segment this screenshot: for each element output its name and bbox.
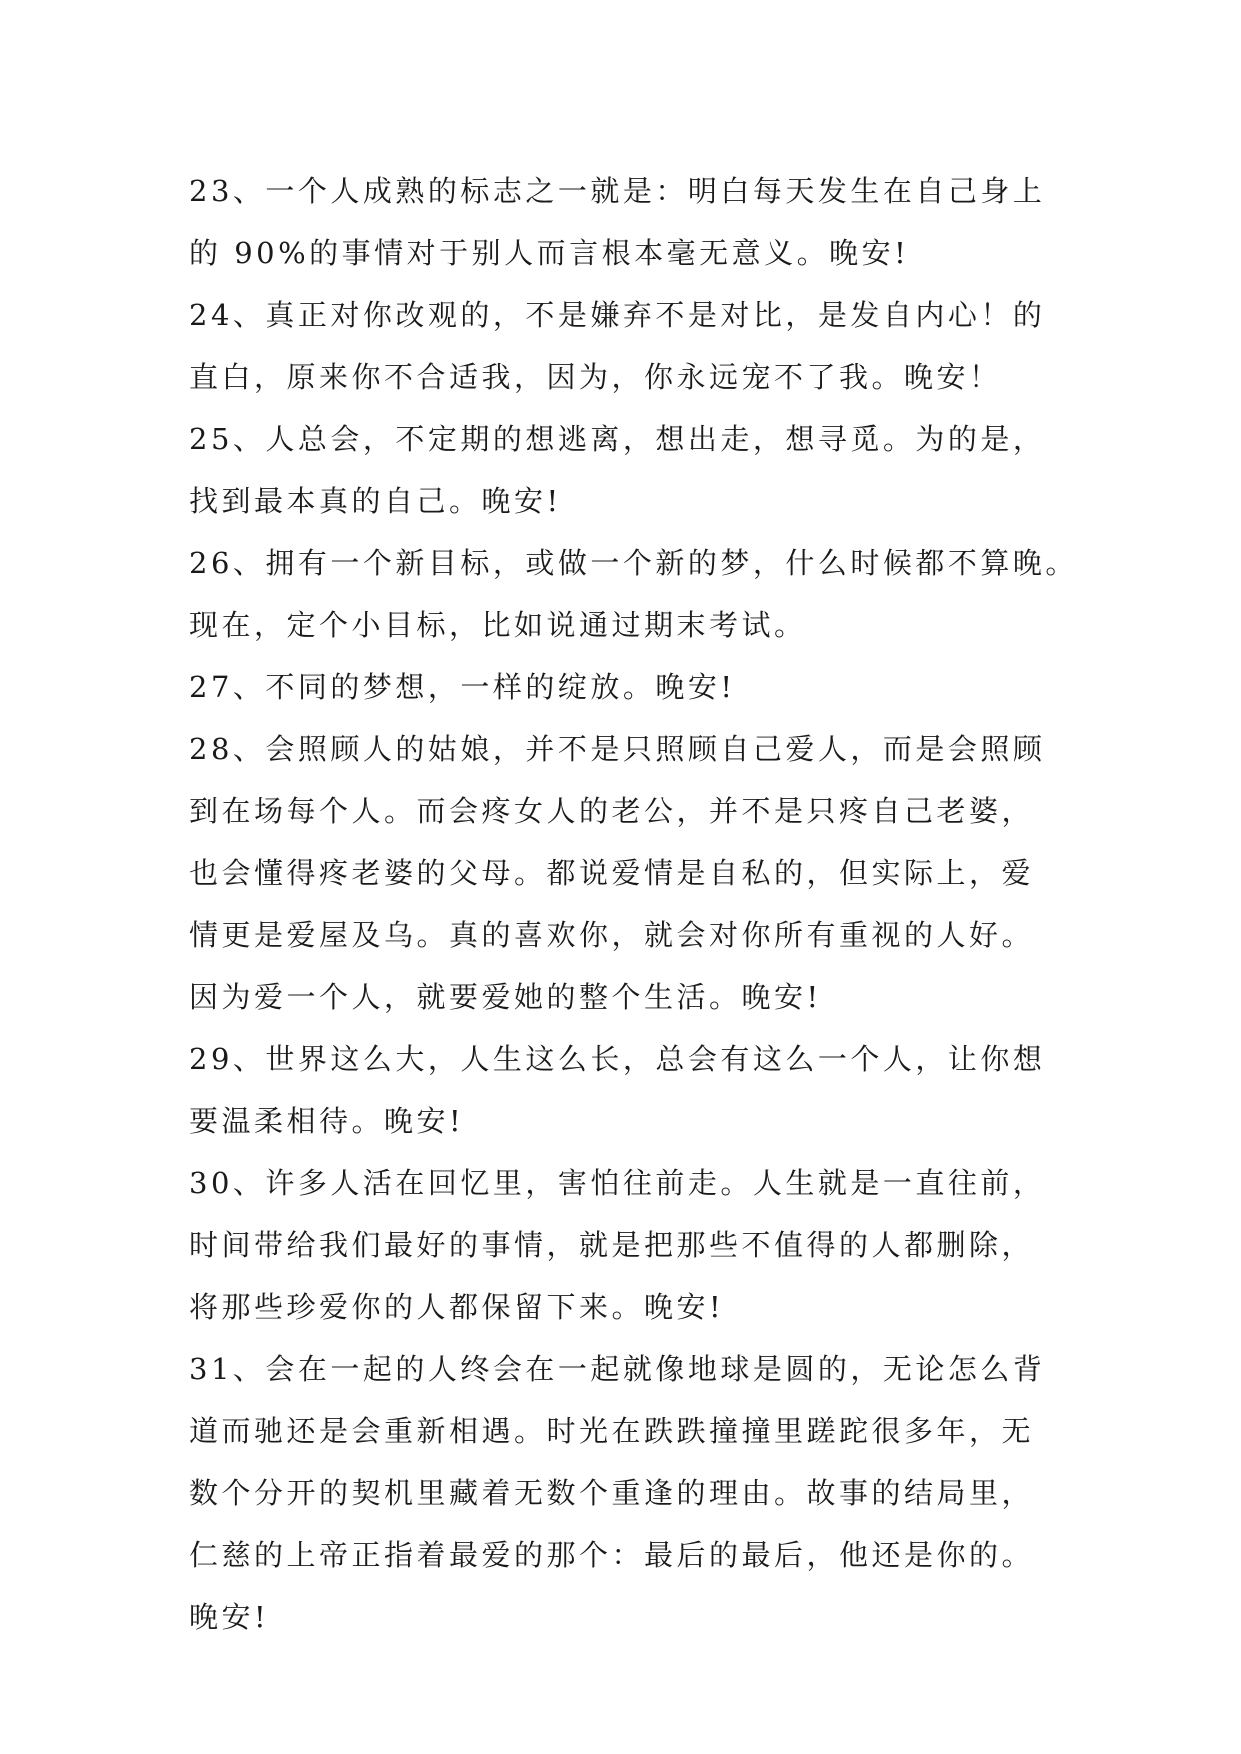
text-line-7: 26、拥有一个新目标，或做一个新的梦，什么时候都不算晚。 — [189, 546, 1078, 580]
text-line-2: 的 90%的事情对于别人而言根本毫无意义。晚安! — [189, 236, 910, 270]
text-line-9: 27、不同的梦想，一样的绽放。晚安! — [189, 670, 736, 704]
text-line-4: 直白，原来你不合适我，因为，你永远宠不了我。晚安！ — [189, 360, 1002, 394]
text-line-6: 找到最本真的自己。晚安! — [189, 484, 562, 518]
text-line-20: 31、会在一起的人终会在一起就像地球是圆的，无论怎么背 — [189, 1352, 1046, 1386]
text-line-5: 25、人总会，不定期的想逃离，想出走，想寻觅。为的是， — [189, 422, 1046, 456]
document-body — [189, 160, 1078, 1648]
text-line-16: 要温柔相待。晚安! — [189, 1104, 465, 1138]
text-line-3: 24、真正对你改观的，不是嫌弃不是对比，是发自内心！的 — [189, 298, 1046, 332]
text-line-17: 30、许多人活在回忆里，害怕往前走。人生就是一直往前， — [189, 1166, 1046, 1200]
text-line-18: 时间带给我们最好的事情，就是把那些不值得的人都删除， — [189, 1228, 1035, 1262]
text-line-14: 因为爱一个人，就要爱她的整个生活。晚安! — [189, 980, 822, 1014]
text-line-11: 到在场每个人。而会疼女人的老公，并不是只疼自己老婆， — [189, 794, 1035, 828]
text-line-13: 情更是爱屋及乌。真的喜欢你，就会对你所有重视的人好。 — [189, 918, 1035, 952]
text-line-12: 也会懂得疼老婆的父母。都说爱情是自私的，但实际上，爱 — [189, 856, 1035, 890]
text-line-1: 23、一个人成熟的标志之一就是：明白每天发生在自己身上 — [189, 174, 1046, 208]
text-line-21: 道而驰还是会重新相遇。时光在跌跌撞撞里蹉跎很多年，无 — [189, 1414, 1035, 1448]
text-line-23: 仁慈的上帝正指着最爱的那个：最后的最后，他还是你的。 — [189, 1538, 1035, 1572]
text-line-24: 晚安! — [189, 1600, 270, 1634]
text-line-8: 现在，定个小目标，比如说通过期末考试。 — [189, 608, 807, 642]
text-line-10: 28、会照顾人的姑娘，并不是只照顾自己爱人，而是会照顾 — [189, 732, 1046, 766]
text-line-19: 将那些珍爱你的人都保留下来。晚安! — [189, 1290, 725, 1324]
text-line-22: 数个分开的契机里藏着无数个重逢的理由。故事的结局里， — [189, 1476, 1035, 1510]
text-line-15: 29、世界这么大，人生这么长，总会有这么一个人，让你想 — [189, 1042, 1046, 1076]
